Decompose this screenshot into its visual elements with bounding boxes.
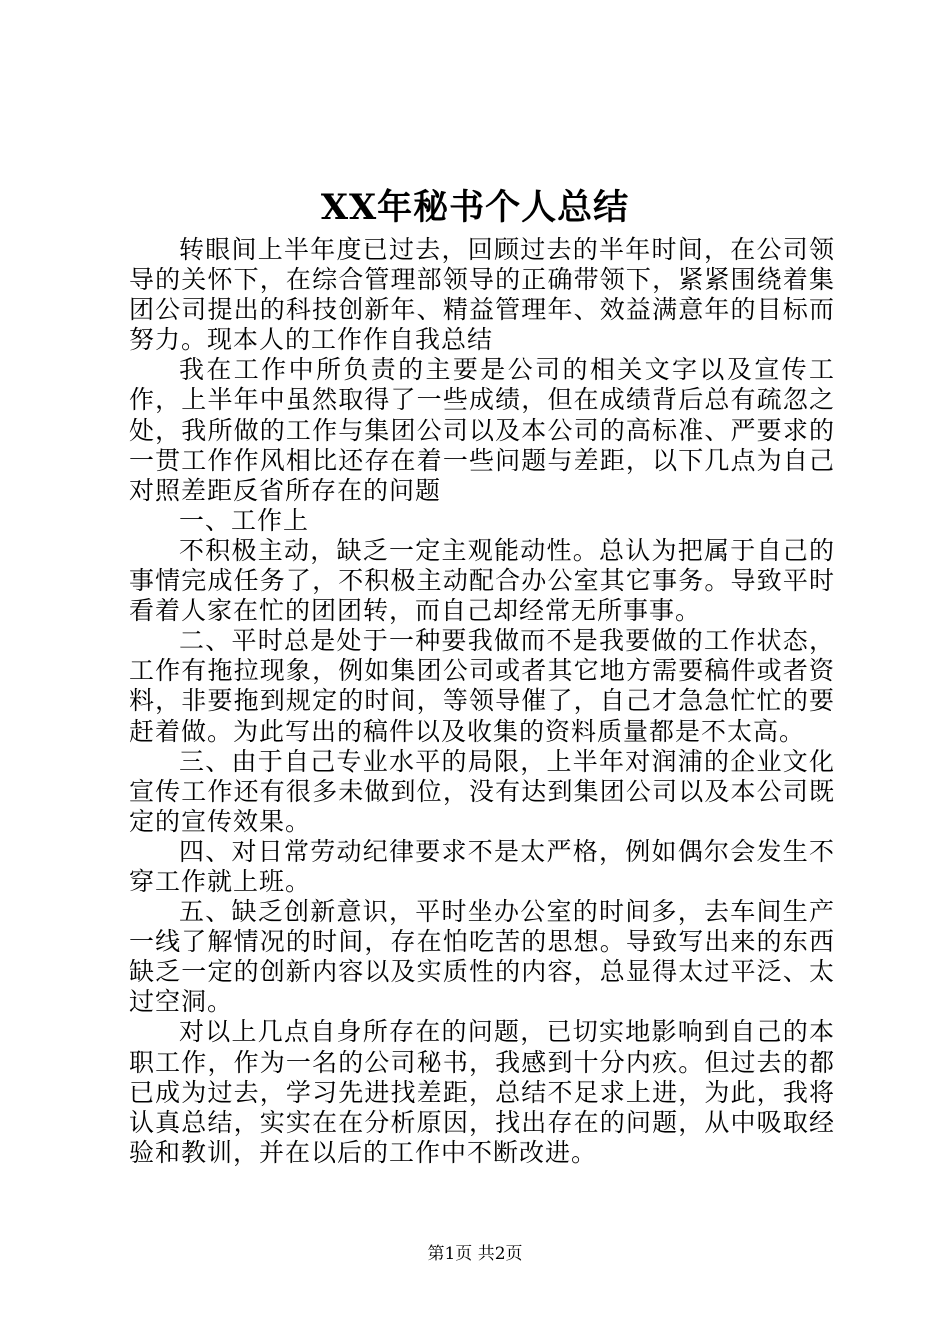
paragraph-point-1: 不积极主动，缺乏一定主观能动性。总认为把属于自己的事情完成任务了，不积极主动配合办公室其它事务。导致平时看着人家在忙的团团转，而自己却经常无所事事。 bbox=[129, 535, 835, 626]
section-heading-work: 一、工作上 bbox=[179, 505, 310, 535]
page-footer: 第1页 共2页 bbox=[427, 1244, 523, 1264]
document-title: XX年秘书个人总结 bbox=[320, 187, 630, 228]
paragraph-point-2: 二、平时总是处于一种要我做而不是我要做的工作状态，工作有拖拉现象，例如集团公司或者其它地方需要稿件或者资料，非要拖到规定的时间，等领导催了，自己才急急忙忙的要赶着做。为此写出的稿件以及收集的资料质量都是不太高。 bbox=[129, 626, 835, 746]
paragraph-point-3: 三、由于自己专业水平的局限，上半年对润浦的企业文化宣传工作还有很多未做到位，没有达到集团公司以及本公司既定的宣传效果。 bbox=[129, 746, 835, 836]
paragraph-responsibilities: 我在工作中所负责的主要是公司的相关文字以及宣传工作，上半年中虽然取得了一些成绩，但在成绩背后总有疏忽之处，我所做的工作与集团公司以及本公司的高标准、严要求的一贯工作作风相比还存在着一些问题与差距，以下几点为自己对照差距反省所存在的问题 bbox=[129, 355, 835, 505]
paragraph-point-5: 五、缺乏创新意识，平时坐办公室的时间多，去车间生产一线了解情况的时间，存在怕吃苦的思想。导致写出来的东西缺乏一定的创新内容以及实质性的内容，总显得太过平泛、太过空洞。 bbox=[129, 897, 835, 1017]
paragraph-conclusion: 对以上几点自身所存在的问题，已切实地影响到自己的本职工作，作为一名的公司秘书，我感到十分内疚。但过去的都已成为过去，学习先进找差距，总结不足求上进，为此，我将认真总结，实实在在分析原因，找出存在的问题，从中吸取经验和教训，并在以后的工作中不断改进。 bbox=[129, 1017, 835, 1167]
paragraph-point-4: 四、对日常劳动纪律要求不是太严格，例如偶尔会发生不穿工作就上班。 bbox=[129, 836, 835, 896]
paragraph-intro: 转眼间上半年度已过去，回顾过去的半年时间，在公司领导的关怀下，在综合管理部领导的正确带领下，紧紧围绕着集团公司提出的科技创新年、精益管理年、效益满意年的目标而努力。现本人的工作作自我总结 bbox=[129, 235, 835, 355]
document-body bbox=[129, 235, 835, 1168]
